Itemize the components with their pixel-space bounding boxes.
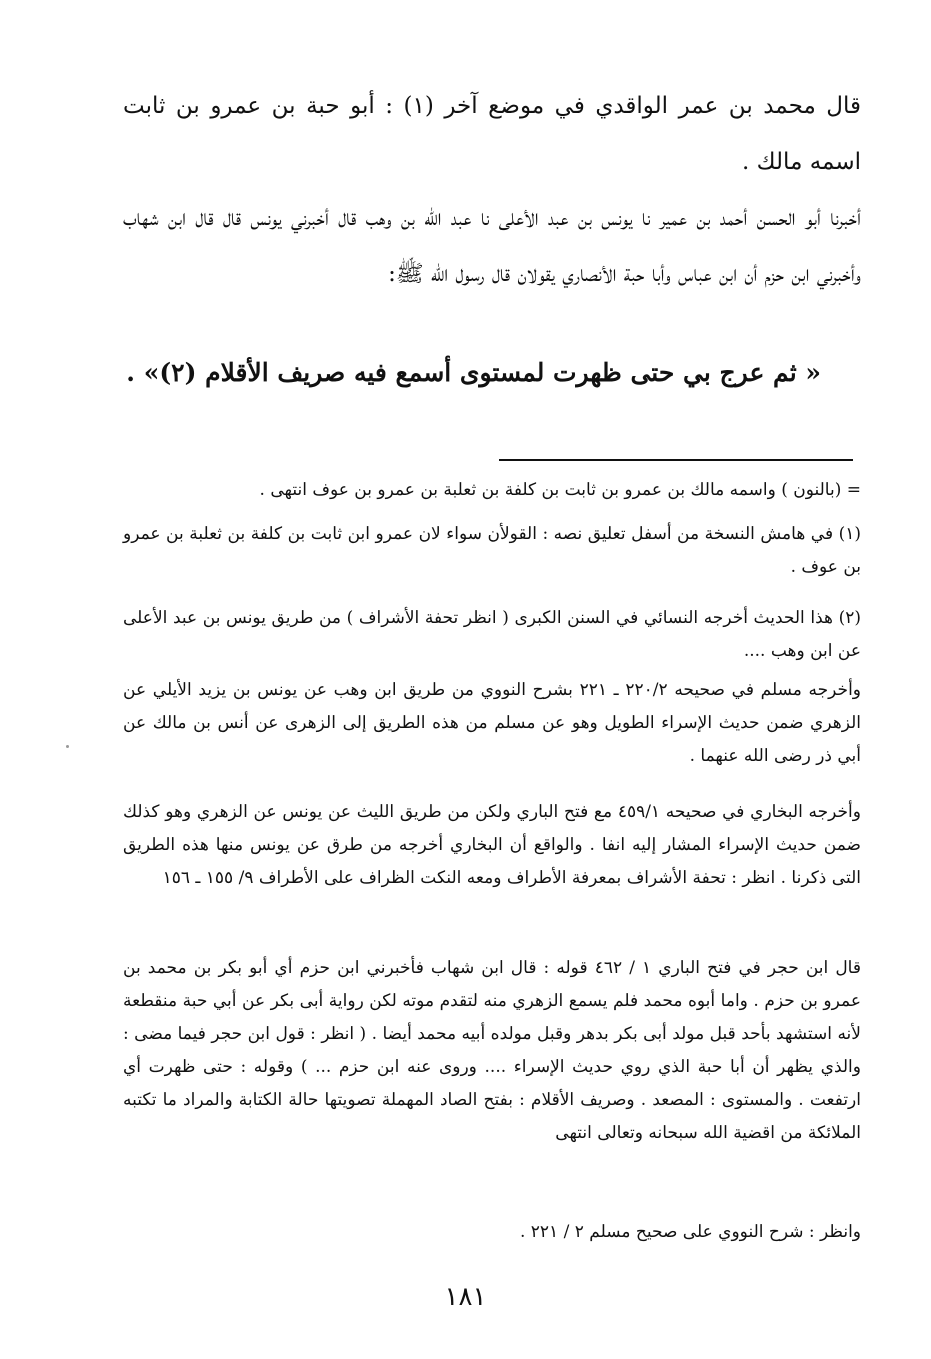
footnote-continuation: = (بالنون ) واسمه مالك بن عمرو بن ثابت بن كلفة بن ثعلبة بن عمرو بن عوف انتهى . bbox=[259, 480, 861, 500]
footnote-2-muslim: وأخرجه مسلم في صحيحه ٢٢٠/٢ ـ ٢٢١ بشرح النووي من طريق ابن وهب عن يونس بن يزيد الأيلي عن الزهري ضمن حديث الإسراء الطويل وهو عن مسلم من هذه الطريق إلى الزهرى عن أنس بن مالك عن أبي ذر رضى الله عنهما . bbox=[123, 680, 861, 766]
footnote-divider bbox=[499, 459, 853, 461]
footnote-2-nawawi: وانظر : شرح النووي على صحيح مسلم ٢ / ٢٢١ . bbox=[519, 1222, 861, 1242]
main-paragraph-2: أخبرنا أبو الحسن أحمد بن عمير نا يونس بن عبد الأعلى نا عبد الله بن وهب قال أخبرني يونس قال قال ابن شهاب وأخبرني ابن حزم أن ابن عباس وأبا حبة الأنصاري يقولان قال رسول الله ﷺ: bbox=[123, 205, 861, 287]
footnote-2-ibn-hajar: قال ابن حجر في فتح الباري ١ / ٤٦٢ قوله : قال ابن شهاب فأخبرني ابن حزم أي أبو بكر بن محمد بن عمرو بن حزم . واما أبوه محمد فلم يسمع الزهري منه لتقدم موته لكن رواية أبى بكر عن أبي حبة منقطعة لأنه استشهد بأحد قبل مولد أبى بكر بدهر وقبل مولده أبيه محمد أيضا . ( انظر : قول ابن حجر فيما مضى : والذي يظهر أن أبا حبة الذي روي حديث الإسراء .... وروى عنه ابن حزم ... ) وقوله : حتى ظهرت أي ارتفعت . والمستوى : المصعد . وصريف الأقلام : بفتح الصاد المهملة تصويتها حالة الكتابة والمراد ما تكتبه الملائكة من اقضية الله سبحانه وتعالى انتهى bbox=[123, 958, 861, 1143]
footnote-2-bukhari: وأخرجه البخاري في صحيحه ٤٥٩/١ مع فتح الباري ولكن من طريق الليث عن يونس عن الزهري وهو كذلك ضمن حديث الإسراء المشار إليه انفا . والواقع أن البخاري أخرجه من طرق عن يونس منها هذه الطريق التى ذكرنا . انظر : تحفة الأشراف بمعرفة الأطراف ومعه النكت الظراف على الأطراف ٩/ ١٥٥ ـ ١٥٦ bbox=[123, 802, 861, 888]
footnote-2: (٢) هذا الحديث أخرجه النسائي في السنن الكبرى ( انظر تحفة الأشراف ) من طريق يونس بن عبد الأعلى عن ابن وهب .... bbox=[123, 608, 861, 661]
footnote-1: (١) في هامش النسخة من أسفل تعليق نصه : القولأن سواء لان عمرو ابن ثابت بن كلفة بن ثعلبة بن عمرو بن عوف . bbox=[123, 524, 861, 577]
main-paragraph-1: قال محمد بن عمر الواقدي في موضع آخر (١) : أبو حبة بن عمرو بن ثابت اسمه مالك . bbox=[123, 93, 861, 175]
scan-speck bbox=[66, 745, 69, 748]
page-number: ١٨١ bbox=[444, 1282, 487, 1312]
hadith-quote: « ثم عرج بي حتى ظهرت لمستوى أسمع فيه صريف الأقلام (٢)» . bbox=[126, 358, 821, 387]
